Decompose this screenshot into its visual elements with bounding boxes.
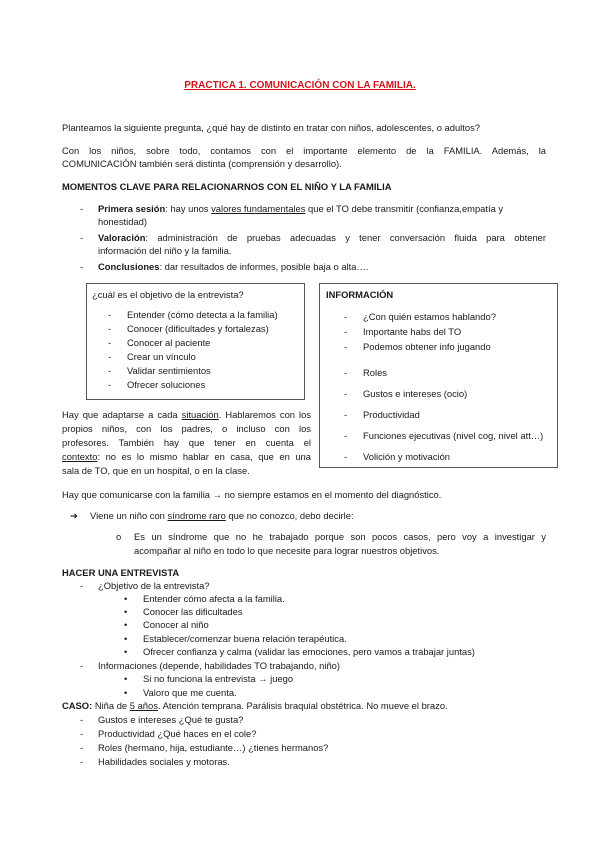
list-dash: - <box>80 203 84 214</box>
page-title: PRACTICA 1. COMUNICACIÓN CON LA FAMILIA. <box>184 80 416 91</box>
syndrome-quote-line-1: Es un síndrome que no he trabajado porque son pocos casos, pero voy a investigar y <box>134 531 546 542</box>
list-dash: - <box>108 351 112 362</box>
text: . Hablaremos con los <box>218 409 312 420</box>
objective-box-title: ¿cuál es el objetivo de la entrevista? <box>92 289 244 300</box>
list-item: Gustos e intereses (ocio) <box>363 388 468 399</box>
bullet: • <box>124 673 128 684</box>
communicate-paragraph: Hay que comunicarse con la familia → no siempre estamos en el momento del diagnóstico. <box>62 489 442 500</box>
list-item: ¿Con quién estamos hablando? <box>363 311 496 322</box>
list-dash: - <box>344 388 348 399</box>
heading-moments: MOMENTOS CLAVE PARA RELACIONARNOS CON EL NIÑO Y LA FAMILIA <box>62 181 392 192</box>
intro-paragraph-1: Planteamos la siguiente pregunta, ¿qué hay de distinto en tratar con niños, adolescentes, o adultos? <box>62 122 480 133</box>
list-item-valoracion <box>98 231 546 245</box>
list-dash: - <box>344 341 348 352</box>
underlined-text: 5 años <box>129 700 158 711</box>
list-dash: - <box>80 714 84 725</box>
case-paragraph <box>62 699 448 713</box>
list-item: Conocer (dificultades y fortalezas) <box>127 323 269 334</box>
list-item-primera-sesion <box>98 202 548 216</box>
list-item: Establecer/comenzar buena relación terapéutica. <box>143 633 347 644</box>
bullet: • <box>124 606 128 617</box>
list-item: Crear un vínculo <box>127 351 196 362</box>
list-item: Roles <box>363 367 387 378</box>
list-item: Valoro que me cuenta. <box>143 687 237 698</box>
list-dash: - <box>344 430 348 441</box>
list-dash: - <box>80 261 84 272</box>
list-dash: - <box>344 367 348 378</box>
term: Conclusiones <box>98 261 160 272</box>
syndrome-paragraph <box>90 509 354 523</box>
list-item: Habilidades sociales y motoras. <box>98 756 230 767</box>
text: : dar resultados de informes, posible baja o alta…. <box>159 261 369 272</box>
list-dash: - <box>108 365 112 376</box>
adapt-line-5: sala de TO, que en un hospital, o en la clase. <box>62 465 250 476</box>
text: : no es lo mismo hablar en casa, que en una <box>97 451 311 462</box>
list-dash: - <box>344 326 348 337</box>
list-item: Ofrecer confianza y calma (validar las emociones, pero vamos a trabajar juntas) <box>143 646 475 657</box>
list-dash: - <box>108 337 112 348</box>
list-item: Funciones ejecutivas (nivel cog, nivel att…) <box>363 430 544 441</box>
adapt-line-3: profesores. También hay que tener en cuenta el <box>62 437 311 448</box>
bullet: • <box>124 687 128 698</box>
list-dash: - <box>80 756 84 767</box>
term: Primera sesión <box>98 203 166 214</box>
text: : administración de pruebas adecuadas y tener conversación fluida para obtener <box>145 232 546 243</box>
heading-interview: HACER UNA ENTREVISTA <box>62 567 180 578</box>
interview-info: Informaciones (depende, habilidades TO trabajando, niño) <box>98 660 341 671</box>
list-dash: - <box>80 660 84 671</box>
intro-paragraph-2-line-2: COMUNICACIÓN también será distinta (comprensión y desarrollo). <box>62 158 342 169</box>
list-item-conclusiones <box>98 260 368 274</box>
underlined-text: contexto <box>62 451 98 462</box>
text: que no conozco, debo decirle: <box>225 510 354 521</box>
list-item: Ofrecer soluciones <box>127 379 206 390</box>
intro-paragraph-2-line-1: Con los niños, sobre todo, contamos con el importante elemento de la FAMILIA. Además, la <box>62 145 546 156</box>
bullet: • <box>124 619 128 630</box>
bullet: • <box>124 646 128 657</box>
list-dash: - <box>108 323 112 334</box>
text: Niña de <box>92 700 130 711</box>
list-item: Conocer al niño <box>143 619 209 630</box>
list-item-line: honestidad) <box>98 216 147 227</box>
list-item: Productividad ¿Qué haces en el cole? <box>98 728 257 739</box>
information-box-title: INFORMACIÓN <box>326 289 394 300</box>
case-label: CASO: <box>62 700 93 711</box>
text: Viene un niño con <box>90 510 168 521</box>
bullet: • <box>124 593 128 604</box>
list-dash: - <box>80 580 84 591</box>
text: : hay unos <box>165 203 212 214</box>
adapt-line-4 <box>62 450 311 464</box>
adapt-line-1 <box>62 408 311 422</box>
underlined-text: síndrome raro <box>167 510 226 521</box>
list-item: Gustos e intereses ¿Qué te gusta? <box>98 714 244 725</box>
information-box <box>319 283 558 468</box>
list-item: Volición y motivación <box>363 451 451 462</box>
list-dash: - <box>108 309 112 320</box>
underlined-text: situación <box>181 409 219 420</box>
syndrome-quote-line-2: acompañar al niño en todo lo que necesite para lograr nuestros objetivos. <box>134 545 440 556</box>
interview-objective: ¿Objetivo de la entrevista? <box>98 580 210 591</box>
list-item: Validar sentimientos <box>127 365 211 376</box>
objective-box <box>86 283 305 400</box>
list-dash: - <box>344 409 348 420</box>
circle-bullet: o <box>116 531 122 542</box>
list-item: Podemos obtener info jugando <box>363 341 491 352</box>
list-item: Productividad <box>363 409 420 420</box>
list-dash: - <box>80 742 84 753</box>
list-item: Roles (hermano, hija, estudiante…) ¿tienes hermanos? <box>98 742 329 753</box>
list-item: Si no funciona la entrevista → juego <box>143 673 294 684</box>
list-dash: - <box>344 451 348 462</box>
list-dash: - <box>108 379 112 390</box>
text: . Atención temprana. Parálisis braquial obstétrica. No mueve el brazo. <box>157 700 448 711</box>
list-item: Importante habs del TO <box>363 326 462 337</box>
arrow-icon: ➔ <box>70 510 78 521</box>
adapt-line-2: propios niños, con los padres, o incluso con los <box>62 423 311 434</box>
list-dash: - <box>80 728 84 739</box>
bullet: • <box>124 633 128 644</box>
list-item: Entender cómo afecta a la familia. <box>143 593 285 604</box>
list-dash: - <box>344 311 348 322</box>
list-item: Entender (cómo detecta a la familia) <box>127 309 278 320</box>
list-item: Conocer las dificultades <box>143 606 243 617</box>
list-item-line: información del niño y la familia. <box>98 245 232 256</box>
list-item: Conocer al paciente <box>127 337 211 348</box>
term: Valoración <box>98 232 146 243</box>
list-dash: - <box>80 232 84 243</box>
text: que el TO debe transmitir (confianza,empatía y <box>305 203 504 214</box>
underlined-text: valores fundamentales <box>211 203 306 214</box>
text: Hay que adaptarse a cada <box>62 409 182 420</box>
